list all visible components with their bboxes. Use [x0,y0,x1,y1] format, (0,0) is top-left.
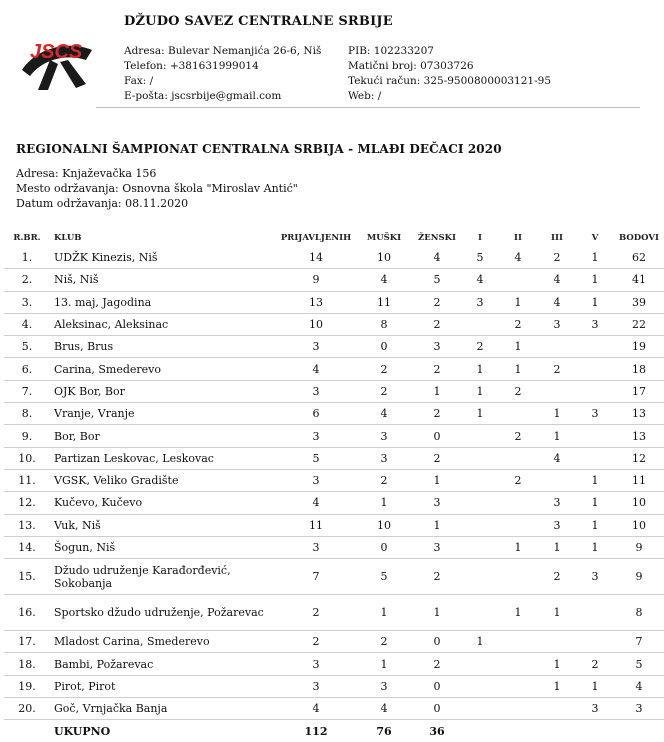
female-cell: 0 [412,698,462,720]
total-empty-cell [462,720,498,742]
registered-cell: 13 [276,291,356,313]
second-place-cell [498,447,538,469]
second-place-cell: 1 [498,595,538,631]
points-cell: 19 [614,336,664,358]
third-place-cell [538,380,576,402]
web-line: Web: / [348,90,382,102]
email-line: E-pošta: jscsrbije@gmail.com [124,90,282,102]
third-place-cell: 2 [538,247,576,269]
club-cell: Šogun, Niš [50,536,276,558]
fifth-place-cell: 1 [576,492,614,514]
event-venue: Mesto održavanja: Osnovna škola "Miroslav Antić" [16,182,298,195]
header-third: III [551,233,563,243]
fifth-place-cell [576,358,614,380]
table-row [4,425,664,447]
first-place-cell [462,469,498,491]
total-row [4,720,664,742]
points-cell: 11 [614,469,664,491]
jscs-logo-icon [16,30,98,92]
fifth-place-cell: 2 [576,653,614,675]
club-cell: Džudo udruženje Karađorđević, Sokobanja [50,559,276,595]
female-cell: 2 [412,653,462,675]
registered-cell: 4 [276,492,356,514]
club-cell: Kučevo, Kučevo [50,492,276,514]
third-place-cell: 4 [538,291,576,313]
rank-cell: 12. [4,492,50,514]
results-table [4,229,664,742]
fifth-place-cell: 1 [576,469,614,491]
fifth-place-cell: 3 [576,559,614,595]
first-place-cell [462,653,498,675]
table-row [4,698,664,720]
female-cell: 1 [412,595,462,631]
male-cell: 0 [356,536,412,558]
second-place-cell: 2 [498,469,538,491]
fifth-place-cell: 1 [576,247,614,269]
second-place-cell: 1 [498,358,538,380]
first-place-cell [462,425,498,447]
registered-cell: 14 [276,247,356,269]
female-cell: 0 [412,425,462,447]
female-cell: 1 [412,514,462,536]
rank-cell: 4. [4,313,50,335]
rank-cell: 18. [4,653,50,675]
second-place-cell [498,514,538,536]
fifth-place-cell: 1 [576,291,614,313]
total-registered: 112 [304,724,328,738]
fifth-place-cell: 1 [576,269,614,291]
registered-cell: 4 [276,698,356,720]
third-place-cell: 1 [538,675,576,697]
first-place-cell: 1 [462,380,498,402]
male-cell: 1 [356,492,412,514]
male-cell: 3 [356,425,412,447]
second-place-cell: 1 [498,336,538,358]
club-cell: VGSK, Veliko Gradište [50,469,276,491]
header-second: II [514,233,522,243]
registered-cell: 3 [276,653,356,675]
fifth-place-cell: 1 [576,675,614,697]
first-place-cell: 1 [462,358,498,380]
female-cell: 1 [412,380,462,402]
registered-cell: 3 [276,425,356,447]
event-details [16,166,298,211]
header-male: MUŠKI [366,233,402,243]
rank-cell: 2. [4,269,50,291]
registered-cell: 5 [276,447,356,469]
female-cell: 3 [412,536,462,558]
organization-name: DŽUDO SAVEZ CENTRALNE SRBIJE [124,14,393,29]
table-row [4,631,664,653]
fifth-place-cell [576,380,614,402]
first-place-cell [462,514,498,536]
points-cell: 10 [614,514,664,536]
club-cell: Goč, Vrnjačka Banja [50,698,276,720]
male-cell: 2 [356,380,412,402]
third-place-cell: 2 [538,559,576,595]
rank-cell: 1. [4,247,50,269]
header-first: I [478,233,482,243]
club-cell: Niš, Niš [50,269,276,291]
second-place-cell [498,492,538,514]
club-cell: Bambi, Požarevac [50,653,276,675]
third-place-cell: 4 [538,447,576,469]
header-club: KLUB [54,233,82,243]
club-cell: Carina, Smederevo [50,358,276,380]
club-cell: Vranje, Vranje [50,403,276,425]
third-place-cell: 2 [538,358,576,380]
header-female: ŽENSKI [418,233,456,243]
table-row [4,380,664,402]
second-place-cell: 4 [498,247,538,269]
total-female: 36 [429,724,445,738]
female-cell: 1 [412,469,462,491]
header-points: BODOVI [619,233,659,243]
registered-cell: 3 [276,380,356,402]
phone-line: Telefon: +381631999014 [124,60,259,72]
fifth-place-cell [576,595,614,631]
points-cell: 12 [614,447,664,469]
female-cell: 5 [412,269,462,291]
fifth-place-cell: 1 [576,536,614,558]
fifth-place-cell [576,447,614,469]
third-place-cell: 4 [538,269,576,291]
registered-cell: 3 [276,336,356,358]
table-row [4,536,664,558]
total-empty-cell [538,720,576,742]
event-title: REGIONALNI ŠAMPIONAT CENTRALNA SRBIJA - MLAĐI DEČACI 2020 [16,142,502,156]
club-cell: Mladost Carina, Smederevo [50,631,276,653]
rank-cell: 9. [4,425,50,447]
club-cell: OJK Bor, Bor [50,380,276,402]
female-cell: 4 [412,247,462,269]
rank-cell: 8. [4,403,50,425]
club-cell: 13. maj, Jagodina [50,291,276,313]
third-place-cell: 3 [538,492,576,514]
table-row [4,269,664,291]
female-cell: 2 [412,291,462,313]
table-row [4,447,664,469]
address-line: Adresa: Bulevar Nemanjića 26-6, Niš [124,45,322,57]
second-place-cell: 2 [498,425,538,447]
first-place-cell: 4 [462,269,498,291]
male-cell: 4 [356,698,412,720]
table-row [4,675,664,697]
points-cell: 13 [614,425,664,447]
points-cell: 3 [614,698,664,720]
third-place-cell: 1 [538,653,576,675]
male-cell: 2 [356,469,412,491]
rank-cell: 3. [4,291,50,313]
points-cell: 39 [614,291,664,313]
first-place-cell [462,698,498,720]
registered-cell: 4 [276,358,356,380]
table-row [4,291,664,313]
third-place-cell: 3 [538,313,576,335]
header-rank: R.BR. [13,233,41,243]
total-male: 76 [376,724,392,738]
registered-cell: 6 [276,403,356,425]
third-place-cell [538,336,576,358]
registered-cell: 3 [276,675,356,697]
club-cell: UDŽK Kinezis, Niš [50,247,276,269]
registry-number-line: Matični broj: 07303726 [348,60,474,72]
points-cell: 4 [614,675,664,697]
club-cell: Brus, Brus [50,336,276,358]
points-cell: 17 [614,380,664,402]
first-place-cell: 5 [462,247,498,269]
rank-cell: 14. [4,536,50,558]
rank-cell: 16. [4,595,50,631]
second-place-cell: 1 [498,536,538,558]
male-cell: 1 [356,595,412,631]
male-cell: 10 [356,514,412,536]
club-cell: Aleksinac, Aleksinac [50,313,276,335]
fifth-place-cell [576,631,614,653]
points-cell: 10 [614,492,664,514]
female-cell: 3 [412,492,462,514]
rank-cell: 19. [4,675,50,697]
second-place-cell [498,653,538,675]
points-cell: 41 [614,269,664,291]
registered-cell: 11 [276,514,356,536]
female-cell: 3 [412,336,462,358]
rank-cell: 20. [4,698,50,720]
male-cell: 3 [356,675,412,697]
male-cell: 4 [356,269,412,291]
second-place-cell [498,675,538,697]
female-cell: 0 [412,631,462,653]
first-place-cell: 1 [462,631,498,653]
male-cell: 3 [356,447,412,469]
first-place-cell [462,313,498,335]
points-cell: 7 [614,631,664,653]
rank-cell: 10. [4,447,50,469]
registered-cell: 10 [276,313,356,335]
female-cell: 2 [412,559,462,595]
third-place-cell: 1 [538,595,576,631]
results-body [4,247,664,720]
second-place-cell: 2 [498,380,538,402]
third-place-cell: 1 [538,425,576,447]
club-cell: Sportsko džudo udruženje, Požarevac [50,595,276,631]
third-place-cell: 1 [538,403,576,425]
points-cell: 18 [614,358,664,380]
first-place-cell [462,559,498,595]
second-place-cell [498,403,538,425]
rank-cell: 15. [4,559,50,595]
event-address: Adresa: Knjaževačka 156 [16,167,157,180]
first-place-cell: 3 [462,291,498,313]
third-place-cell: 1 [538,536,576,558]
male-cell: 11 [356,291,412,313]
event-date: Datum održavanja: 08.11.2020 [16,197,189,210]
club-cell: Pirot, Pirot [50,675,276,697]
first-place-cell: 1 [462,403,498,425]
registration-info [348,44,551,104]
first-place-cell [462,595,498,631]
table-row [4,336,664,358]
registered-cell: 3 [276,469,356,491]
table-row [4,403,664,425]
table-row [4,514,664,536]
club-cell: Vuk, Niš [50,514,276,536]
third-place-cell [538,631,576,653]
total-empty-cell [498,720,538,742]
club-cell: Bor, Bor [50,425,276,447]
points-cell: 62 [614,247,664,269]
female-cell: 2 [412,447,462,469]
pib-line: PIB: 102233207 [348,45,434,57]
registered-cell: 2 [276,631,356,653]
total-rank-cell [4,720,50,742]
fifth-place-cell: 1 [576,514,614,536]
header-registered: PRIJAVLJENIH [280,233,352,243]
table-row [4,469,664,491]
male-cell: 2 [356,358,412,380]
fifth-place-cell: 3 [576,313,614,335]
registered-cell: 7 [276,559,356,595]
rank-cell: 11. [4,469,50,491]
header-fifth: V [591,233,599,243]
total-empty-cell [614,720,664,742]
registered-cell: 2 [276,595,356,631]
table-row [4,559,664,595]
second-place-cell [498,698,538,720]
female-cell: 2 [412,313,462,335]
third-place-cell: 3 [538,514,576,536]
male-cell: 2 [356,631,412,653]
second-place-cell: 1 [498,291,538,313]
total-label: UKUPNO [54,724,111,738]
document-header [0,0,640,108]
fifth-place-cell: 3 [576,403,614,425]
registered-cell: 3 [276,536,356,558]
male-cell: 1 [356,653,412,675]
table-row [4,247,664,269]
fifth-place-cell [576,425,614,447]
third-place-cell [538,698,576,720]
first-place-cell [462,536,498,558]
male-cell: 5 [356,559,412,595]
female-cell: 0 [412,675,462,697]
rank-cell: 7. [4,380,50,402]
points-cell: 13 [614,403,664,425]
svg-text:JSCS: JSCS [30,41,83,63]
male-cell: 10 [356,247,412,269]
points-cell: 9 [614,559,664,595]
points-cell: 22 [614,313,664,335]
rank-cell: 5. [4,336,50,358]
bank-account-line: Tekući račun: 325-9500800003121-95 [348,75,552,87]
table-row [4,653,664,675]
first-place-cell [462,447,498,469]
points-cell: 8 [614,595,664,631]
rank-cell: 6. [4,358,50,380]
second-place-cell: 2 [498,313,538,335]
rank-cell: 13. [4,514,50,536]
male-cell: 0 [356,336,412,358]
first-place-cell: 2 [462,336,498,358]
second-place-cell [498,269,538,291]
table-row [4,358,664,380]
third-place-cell [538,469,576,491]
fifth-place-cell [576,336,614,358]
table-row [4,313,664,335]
points-cell: 9 [614,536,664,558]
table-row [4,595,664,631]
fax-line: Fax: / [124,75,154,87]
club-cell: Partizan Leskovac, Leskovac [50,447,276,469]
male-cell: 8 [356,313,412,335]
fifth-place-cell: 3 [576,698,614,720]
female-cell: 2 [412,358,462,380]
header-divider [96,107,640,108]
second-place-cell [498,631,538,653]
total-empty-cell [576,720,614,742]
table-header-row [4,229,664,247]
male-cell: 4 [356,403,412,425]
second-place-cell [498,559,538,595]
registered-cell: 9 [276,269,356,291]
female-cell: 2 [412,403,462,425]
rank-cell: 17. [4,631,50,653]
table-row [4,492,664,514]
contact-info [124,44,321,104]
first-place-cell [462,492,498,514]
points-cell: 5 [614,653,664,675]
first-place-cell [462,675,498,697]
